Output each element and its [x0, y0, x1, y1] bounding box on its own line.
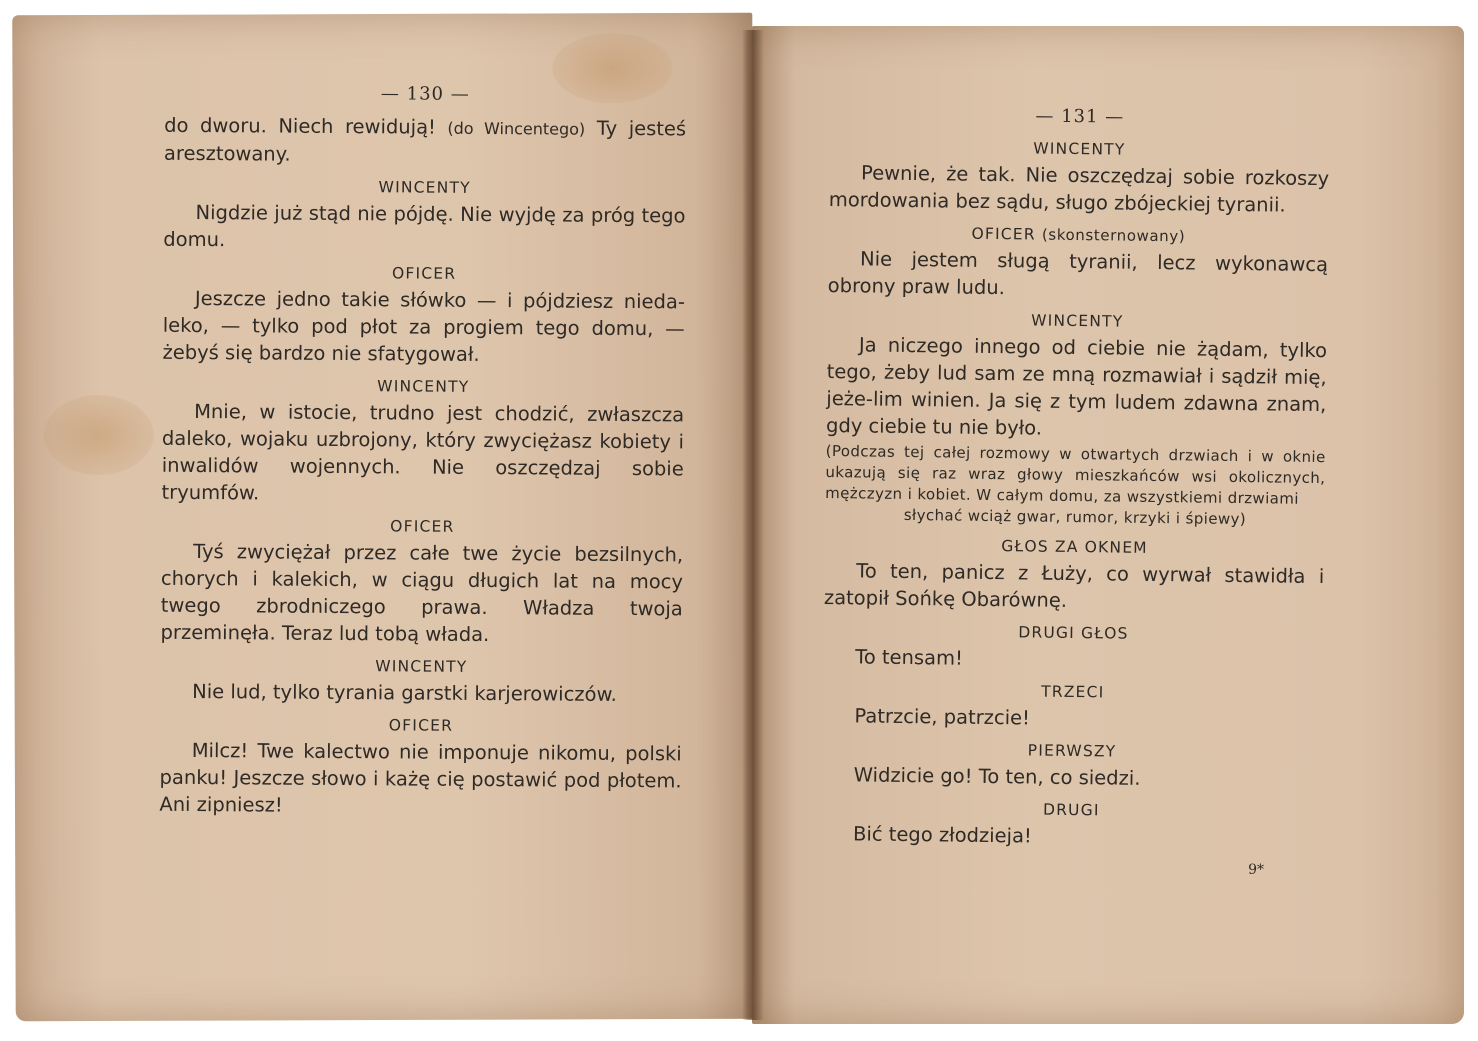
dialogue-text: Patrzcie, patrzcie! — [854, 704, 1031, 730]
speaker-label: WINCENTY — [1033, 139, 1126, 159]
speaker-name — [160, 713, 682, 739]
dialogue-line — [829, 159, 1330, 219]
speaker-name — [163, 261, 685, 287]
dialogue-line — [828, 245, 1329, 305]
stain — [44, 395, 154, 475]
signature-mark: 9* — [1248, 862, 1264, 878]
dialogue-text: Ty jesteś aresztowany. — [163, 116, 687, 166]
speaker-label: DRUGI GŁOS — [1018, 623, 1129, 643]
dialogue-line — [159, 737, 682, 822]
speaker-name — [827, 307, 1327, 335]
dialogue-line — [821, 820, 1321, 853]
dialogue-text: Bić tego złodzieja! — [852, 822, 1032, 848]
page-number: — 131 — — [1035, 105, 1125, 128]
speaker-label: WINCENTY — [375, 657, 468, 676]
speaker-label: OFICER — [390, 517, 455, 536]
stage-direction: (skonsternowany) — [1041, 225, 1186, 246]
stage-direction-text: (Podczas tej całej rozmowy w otwartych drzwiach i w oknie ukazują się raz wraz głowy mieszkańców wsi okolicznych, mężczyzn i kobiet. W całym domu, za wszystkiemi drzwiami — [825, 441, 1326, 508]
speaker-name — [161, 514, 683, 540]
speaker-label: TRZECI — [1041, 682, 1105, 702]
right-page-text — [821, 100, 1330, 853]
speaker-name — [823, 678, 1323, 706]
dialogue-text: Ja niczego innego od ciebie nie żądam, tylko tego, żeby lud sam ze mną rozmawiał i sądził mię, jeże-lim winien. Ja się z tym ludem zdawna znam, gdy ciebie tu nie było. — [825, 333, 1328, 440]
dialogue-line — [824, 557, 1325, 617]
speaker-name — [160, 654, 682, 680]
dialogue-line — [822, 761, 1322, 794]
speaker-label: OFICER — [971, 224, 1036, 244]
dialogue-line — [164, 112, 686, 171]
speaker-label: OFICER — [391, 264, 457, 283]
dialogue-line — [822, 702, 1322, 735]
page-number: — 130 — — [380, 83, 470, 105]
dialogue-line — [826, 331, 1327, 445]
speaker-name — [162, 374, 684, 400]
dialogue-text: Jeszcze jedno takie słówko — i pójdziesz nieda-leko, — tylko pod płot za progiem tego domu, — żebyś się bardzo nie sfatygował. — [162, 286, 686, 366]
speaker-name — [829, 135, 1329, 163]
dialogue-text: Nie jestem sługą tyranii, lecz wykonawcą obrony praw ludu. — [827, 247, 1329, 300]
speaker-name — [822, 737, 1322, 765]
speaker-name — [824, 533, 1324, 561]
dialogue-text: Widzicie go! To ten, co siedzi. — [853, 763, 1141, 790]
speaker-name — [828, 221, 1328, 249]
speaker-label: WINCENTY — [1031, 311, 1124, 331]
left-page — [12, 13, 756, 1022]
dialogue-text: Nie lud, tylko tyrania garstki karjerowiczów. — [192, 679, 617, 706]
dialogue-line — [162, 285, 685, 370]
speaker-label: WINCENTY — [377, 377, 470, 396]
dialogue-line — [163, 199, 685, 257]
book-gutter — [742, 30, 764, 1020]
right-page — [752, 26, 1464, 1024]
stage-direction: (do Wincentego) — [447, 118, 586, 139]
left-page-text — [159, 79, 686, 822]
stage-direction — [825, 441, 1326, 531]
dialogue-line — [160, 678, 682, 709]
dialogue-text: To tensam! — [855, 645, 963, 670]
dialogue-line — [161, 398, 684, 510]
speaker-label: PIERWSZY — [1027, 741, 1117, 761]
dialogue-text: Pewnie, że tak. Nie oszczędzaj sobie rozkoszy mordowania bez sądu, sługo zbójeckiej tyranii. — [828, 161, 1330, 217]
stage-direction-text: słychać wciąż gwar, rumor, krzyki i śpiewy) — [903, 505, 1247, 529]
dialogue-text: Nigdzie już stąd nie pójdę. Nie wyjdę za próg tego domu. — [163, 200, 686, 252]
dialogue-text: Mnie, w istocie, trudno jest chodzić, zwłaszcza daleko, wojaku uzbrojony, który zwyciężasz kobiety i inwalidów wojennych. Nie oszczędzaj sobie tryumfów. — [161, 399, 685, 505]
dialogue-text: do dworu. Niech rewidują! — [164, 113, 436, 139]
dialogue-text: Milcz! Twe kalectwo nie imponuje nikomu, polski panku! Jeszcze słowo i każę cię postawić pod płotem. Ani zipniesz! — [159, 738, 682, 817]
speaker-label: OFICER — [388, 716, 454, 735]
speaker-name — [823, 619, 1323, 647]
dialogue-line — [161, 538, 684, 650]
dialogue-line — [823, 643, 1323, 676]
speaker-name — [821, 796, 1321, 824]
speaker-name — [164, 175, 686, 201]
speaker-label: WINCENTY — [378, 178, 471, 197]
dialogue-text: Tyś zwyciężał przez całe twe życie bezsilnych, chorych i kalekich, w ciągu długich lat na mocy twego zbrodniczego prawa. Władza twoja przeminęła. Teraz lud tobą włada. — [160, 539, 684, 647]
speaker-label: GŁOS ZA OKNEM — [1001, 537, 1148, 557]
speaker-label: DRUGI — [1042, 800, 1100, 820]
dialogue-text: To ten, panicz z Łuży, co wyrwał stawidła i zatopił Sońkę Obarównę. — [823, 559, 1325, 612]
